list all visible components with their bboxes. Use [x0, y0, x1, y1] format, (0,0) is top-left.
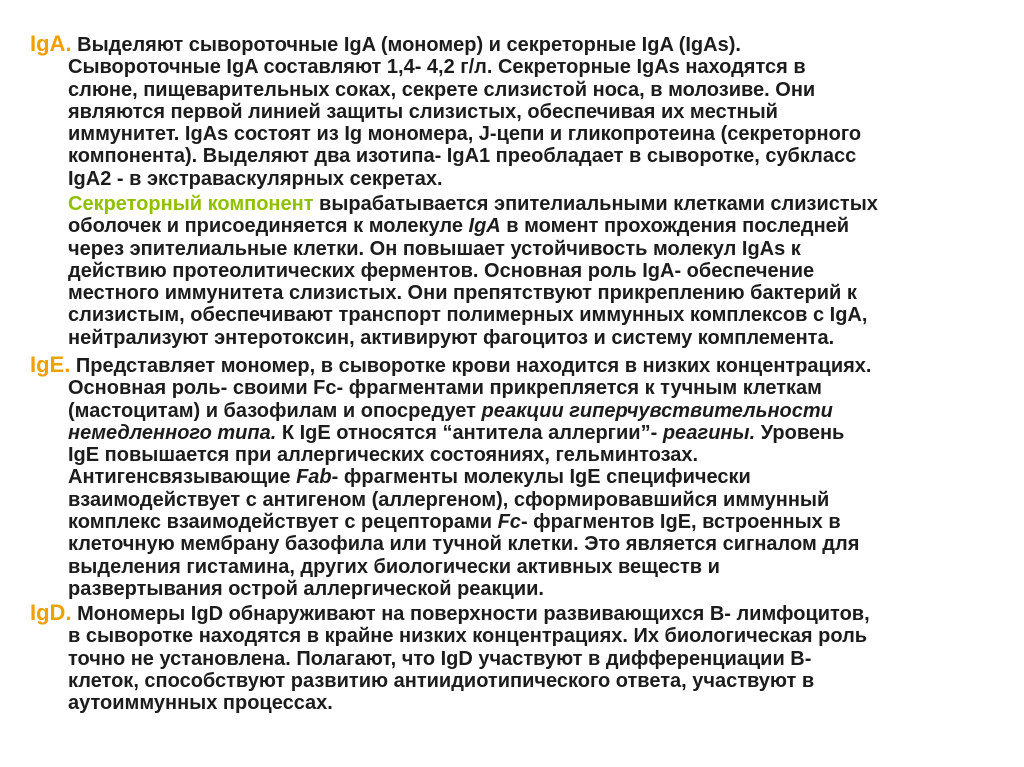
ige-line-5: IgE повышается при аллергических состояниях, гельминтозах.	[68, 444, 699, 467]
igd-line-5: аутоиммунных процессах.	[68, 692, 333, 715]
secretory-paragraph	[30, 193, 995, 349]
ige-line-7: взаимодействует с антигеном (аллергеном), сформировавшийся иммунный	[68, 488, 830, 511]
ige-paragraph	[30, 354, 995, 600]
secretory-line-3: через эпителиальные клетки. Он повышает устойчивость молекул IgAs к	[68, 237, 801, 260]
ige-label: IgE.	[30, 352, 71, 377]
igd-label: IgD.	[30, 600, 72, 625]
ige-line-8: комплекс взаимодействует с рецепторами Fc- фрагментов IgE, встроенных в	[68, 511, 841, 534]
ige-line-11: развертывания острой аллергической реакции.	[68, 577, 544, 600]
iga-line-6: компонента). Выделяют два изотипа- IgA1 преобладает в сыворотке, субкласс	[68, 145, 857, 168]
iga-line-7: IgA2 - в экстраваскулярных секретах.	[68, 167, 443, 190]
secretory-line-7: нейтрализуют энтеротоксин, активируют фагоцитоз и систему комплемента.	[68, 326, 835, 349]
secretory-label: Секреторный компонент	[68, 193, 314, 215]
ige-line-3: (мастоцитам) и базофилам и опосредует реакции гиперчувствительности	[68, 399, 833, 422]
igd-line-3: точно не установлена. Полагают, что IgD участвуют в дифференциации В-	[68, 647, 812, 670]
secretory-line-6: слизистым, обеспечивают транспорт полимерных иммунных комплексов с IgA,	[68, 304, 868, 327]
ige-line-10: выделения гистамина, других биологически активных веществ и	[68, 555, 720, 578]
igd-paragraph	[30, 602, 995, 714]
iga-label: IgA.	[30, 31, 72, 56]
iga-line-4: являются первой линией защиты слизистых, обеспечивая их местный	[68, 100, 778, 123]
secretory-line-5: местного иммунитета слизистых. Они препятствуют прикреплению бактерий к	[68, 282, 857, 305]
iga-line-1: IgA. Выделяют сывороточные IgA (мономер) и секреторные IgA (IgAs).	[30, 31, 741, 56]
ige-line-9: клеточную мембрану базофила или тучной клетки. Это является сигналом для	[68, 533, 860, 556]
secretory-line-1: Секреторный компонент вырабатывается эпителиальными клетками слизистых	[68, 193, 878, 215]
iga-line-2: Сывороточные IgA составляют 1,4- 4,2 г/л. Секреторные IgAs находятся в	[68, 56, 806, 79]
ige-line-4: немедленного типа. К IgE относятся “антитела аллергии”- реагины. Уровень	[68, 421, 845, 444]
ige-line-1: IgE. Представляет мономер, в сыворотке крови находится в низких концентрациях.	[30, 352, 872, 377]
iga-line-5: иммунитет. IgAs состоят из Ig мономера, J-цепи и гликопротеина (секреторного	[68, 123, 862, 146]
igd-line-1: IgD. Мономеры IgD обнаруживают на поверхности развивающихся В- лимфоцитов,	[30, 600, 870, 625]
secretory-line-2: оболочек и присоединяется к молекуле IgA в момент прохождения последней	[68, 215, 850, 238]
secretory-line-4: действию протеолитических ферментов. Основная роль IgA- обеспечение	[68, 259, 815, 282]
iga-line-3: слюне, пищеварительных соках, секрете слизистой носа, в молозиве. Они	[68, 78, 816, 101]
iga-paragraph	[30, 33, 995, 190]
igd-line-2: в сыворотке находятся в крайне низких концентрациях. Их биологическая роль	[68, 625, 868, 648]
ige-line-2: Основная роль- своими Fc- фрагментами прикрепляется к тучным клеткам	[68, 377, 822, 400]
igd-line-4: клеток, способствуют развитию антиидиотипического ответа, участвуют в	[68, 669, 815, 692]
ige-line-6: Антигенсвязывающие Fab- фрагменты молекулы IgE специфически	[68, 466, 751, 489]
